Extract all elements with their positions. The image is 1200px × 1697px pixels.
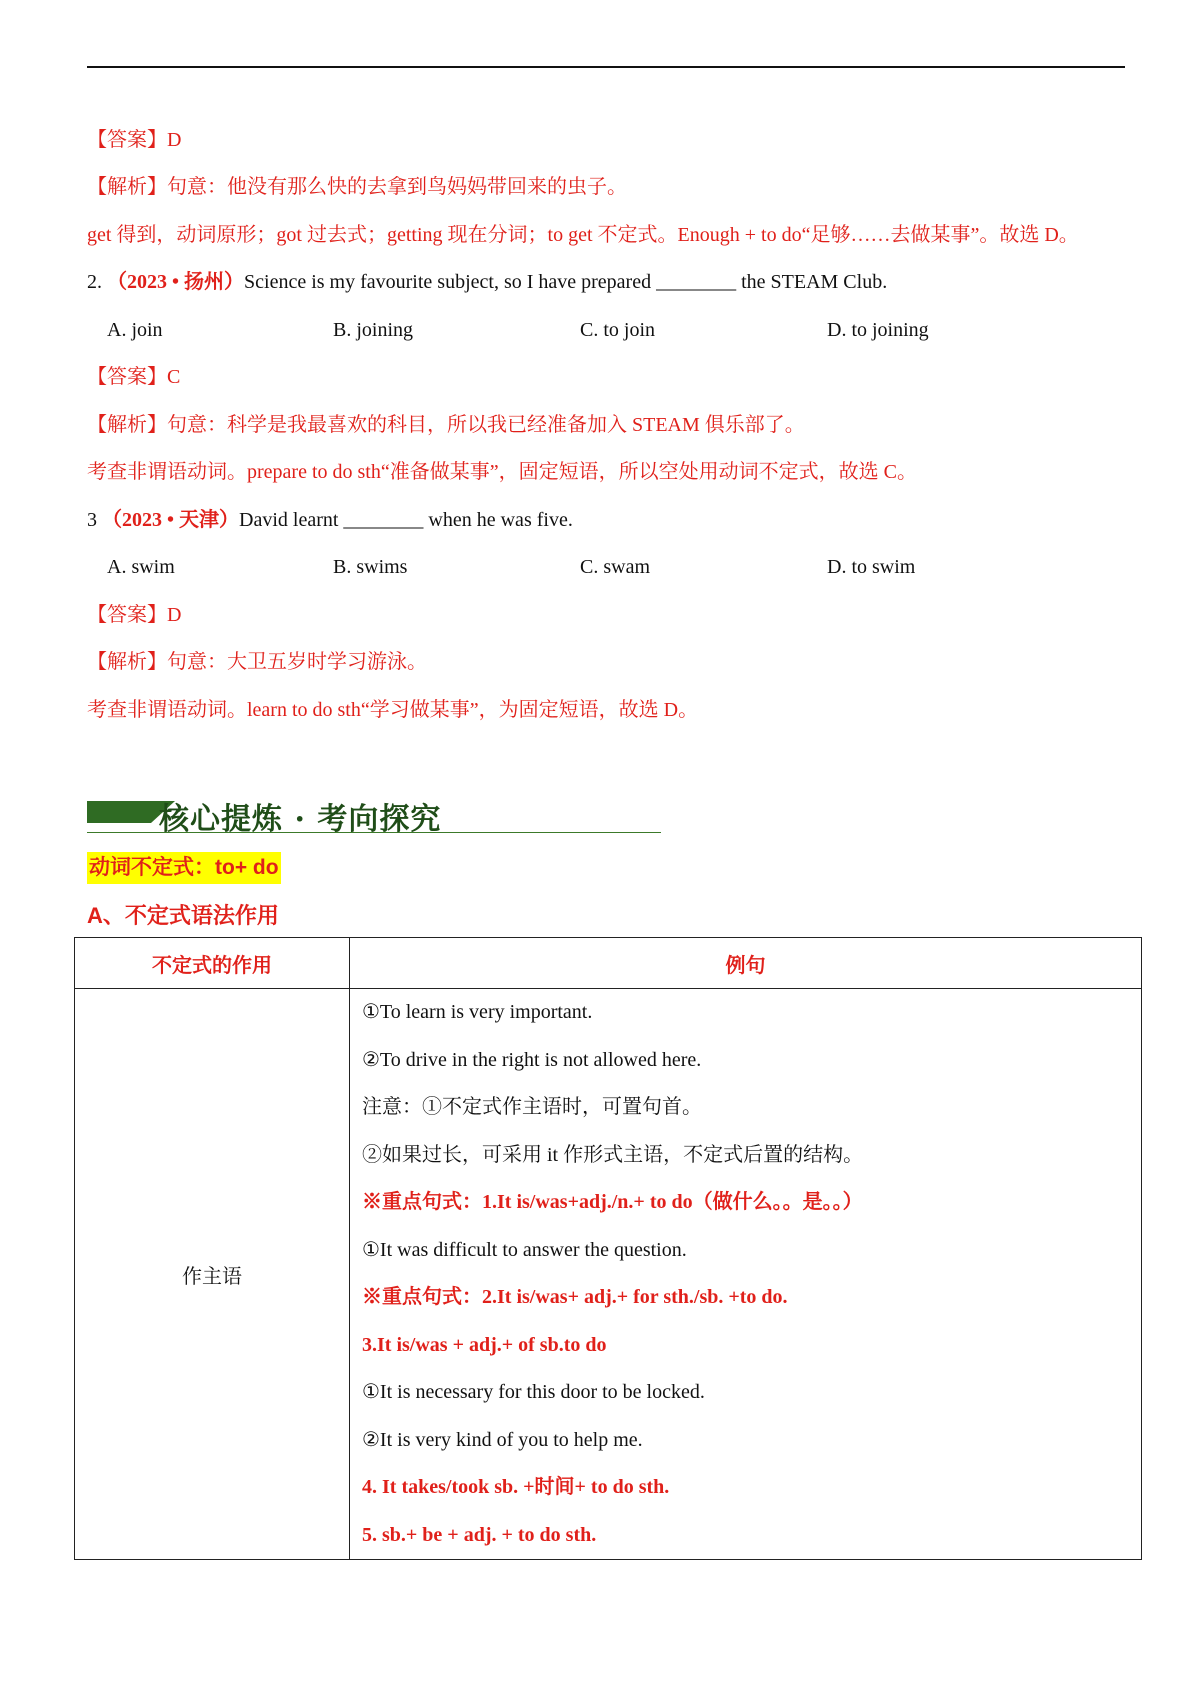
example-line: ※重点句式：2.It is/was+ adj.+ for sth./sb. +to do. <box>362 1286 788 1308</box>
q3-answer: 【答案】D <box>87 604 182 626</box>
example-line: ①It is necessary for this door to be locked. <box>362 1381 705 1403</box>
q3-analysis-meaning: 【解析】句意：大卫五岁时学习游泳。 <box>87 651 427 673</box>
sub-heading: A、不定式语法作用 <box>87 903 279 928</box>
q2-option-c: C. to join <box>580 319 656 341</box>
q3-stem: David learnt ________ when he was five. <box>239 509 573 531</box>
q1-analysis-meaning: 【解析】句意：他没有那么快的去拿到鸟妈妈带回来的虫子。 <box>87 176 627 198</box>
example-line: ②It is very kind of you to help me. <box>362 1428 643 1451</box>
example-line: ②To drive in the right is not allowed here. <box>362 1048 702 1071</box>
q2-source: （2023 • 扬州） <box>107 271 245 293</box>
q1-analysis-detail: get 得到，动词原形；got 过去式；getting 现在分词；to get 不定式。Enough + to do“足够……去做某事”。故选 D。 <box>87 224 1079 246</box>
section-banner <box>87 792 661 837</box>
q2-option-a: A. join <box>107 319 163 341</box>
example-line: ※重点句式：1.It is/was+adj./n.+ to do（做什么。。是。。） <box>362 1191 863 1213</box>
banner-title: 核心提炼 · 考向探究 <box>159 802 442 837</box>
q3-option-b: B. swims <box>333 556 408 578</box>
example-list <box>350 989 1141 1559</box>
table-header-row <box>75 938 1142 989</box>
q3-source: （2023 • 天津） <box>102 509 240 531</box>
grammar-table <box>74 937 1142 1560</box>
example-line: 注意：①不定式作主语时，可置句首。 <box>362 1096 702 1118</box>
table-header-example: 例句 <box>350 938 1142 989</box>
q2-stem: Science is my favourite subject, so I have prepared ________ the STEAM Club. <box>244 271 888 293</box>
q2-number: 2. <box>87 271 102 293</box>
example-line: 5. sb.+ be + adj. + to do sth. <box>362 1523 597 1546</box>
header-rule <box>87 66 1125 68</box>
q3-option-a: A. swim <box>107 556 175 578</box>
q3-option-d: D. to swim <box>827 556 916 578</box>
q2-answer: 【答案】C <box>87 366 181 388</box>
example-line: 4. It takes/took sb. +时间+ to do sth. <box>362 1476 670 1498</box>
example-line: ①To learn is very important. <box>362 1001 593 1023</box>
example-line: ①It was difficult to answer the question. <box>362 1238 687 1261</box>
table-row <box>75 989 1142 1560</box>
q3-analysis-detail: 考查非谓语动词。learn to do sth“学习做某事”，为固定短语，故选 D。 <box>87 699 699 721</box>
example-cell <box>350 989 1142 1560</box>
q3-question <box>87 507 573 533</box>
example-line: 3.It is/was + adj.+ of sb.to do <box>362 1333 607 1356</box>
q1-answer: 【答案】D <box>87 129 182 151</box>
table-header-role: 不定式的作用 <box>75 938 350 989</box>
role-cell: 作主语 <box>75 989 350 1560</box>
q2-option-b: B. joining <box>333 319 414 341</box>
highlight-title: 动词不定式：to+ do <box>87 852 281 884</box>
q3-option-c: C. swam <box>580 556 650 578</box>
banner-bar-icon <box>87 801 151 823</box>
q2-option-d: D. to joining <box>827 319 929 341</box>
example-line: ②如果过长，可采用 it 作形式主语，不定式后置的结构。 <box>362 1143 864 1166</box>
q2-analysis-detail: 考查非谓语动词。prepare to do sth“准备做某事”，固定短语，所以空处用动词不定式，故选 C。 <box>87 461 917 483</box>
q2-analysis-meaning: 【解析】句意：科学是我最喜欢的科目，所以我已经准备加入 STEAM 俱乐部了。 <box>87 414 805 436</box>
q2-question <box>87 269 887 295</box>
q3-number: 3 <box>87 509 97 531</box>
